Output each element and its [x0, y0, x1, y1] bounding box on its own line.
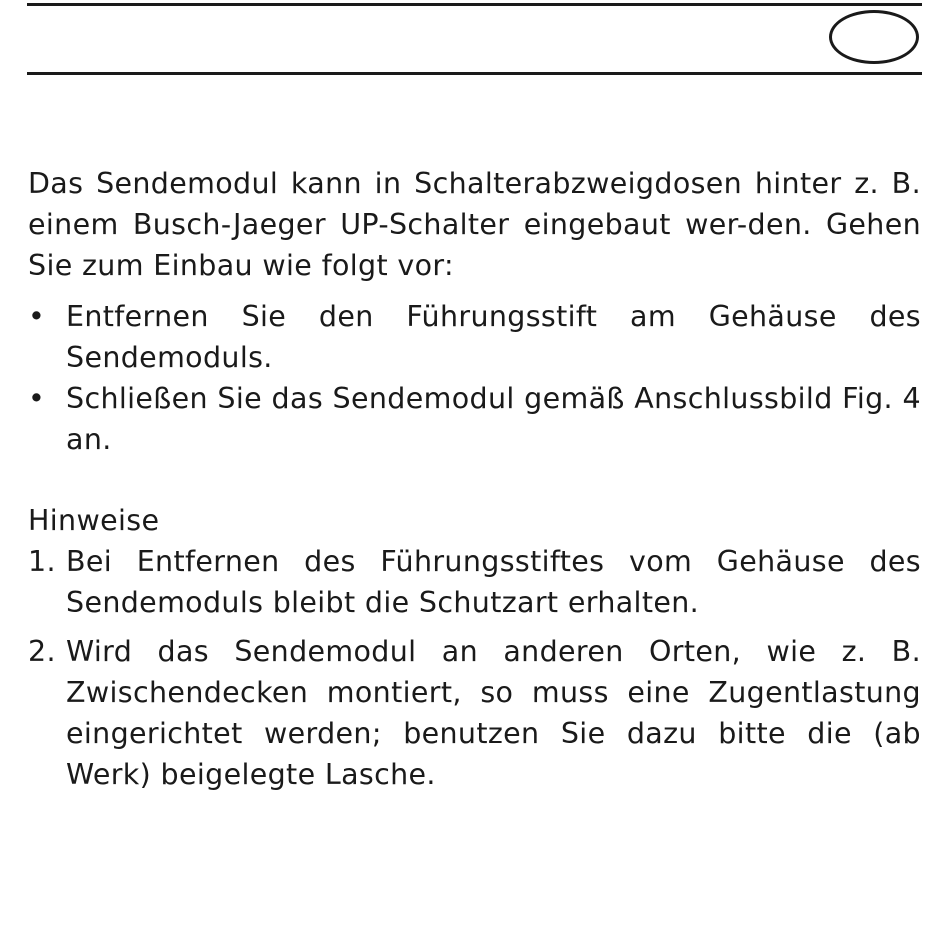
list-item — [28, 296, 921, 378]
step-text: Schließen Sie das Sendemodul gemäß Anschlussbild Fig. 4 an. — [66, 382, 921, 456]
intro-paragraph: Das Sendemodul kann in Schalterabzweigdosen hinter z. B. einem Busch-Jaeger UP-Schalter eingebaut wer-den. Gehen Sie zum Einbau wie folgt vor: — [28, 167, 921, 282]
installation-steps — [28, 296, 921, 460]
number-marker: 1. — [28, 545, 56, 578]
oval-badge-icon — [829, 10, 919, 64]
note-text: Wird das Sendemodul an anderen Orten, wie z. B. Zwischendecken montiert, so muss eine Zugentlastung eingerichtet werden; benutzen Sie dazu bitte die (ab Werk) beigelegte Lasche. — [66, 635, 921, 791]
note-text: Bei Entfernen des Führungsstiftes vom Gehäuse des Sendemoduls bleibt die Schutzart erhalten. — [66, 545, 921, 619]
number-marker: 2. — [28, 635, 56, 668]
step-text: Entfernen Sie den Führungsstift am Gehäuse des Sendemoduls. — [66, 300, 921, 374]
list-item — [28, 378, 921, 460]
header-top-rule — [27, 3, 922, 6]
bullet-marker: • — [28, 300, 46, 333]
notes-list — [28, 541, 921, 795]
header-bottom-rule — [27, 72, 922, 75]
notes-heading: Hinweise — [28, 504, 160, 537]
bullet-marker: • — [28, 382, 46, 415]
list-item — [28, 541, 921, 623]
page-body — [28, 163, 921, 795]
list-item — [28, 631, 921, 795]
